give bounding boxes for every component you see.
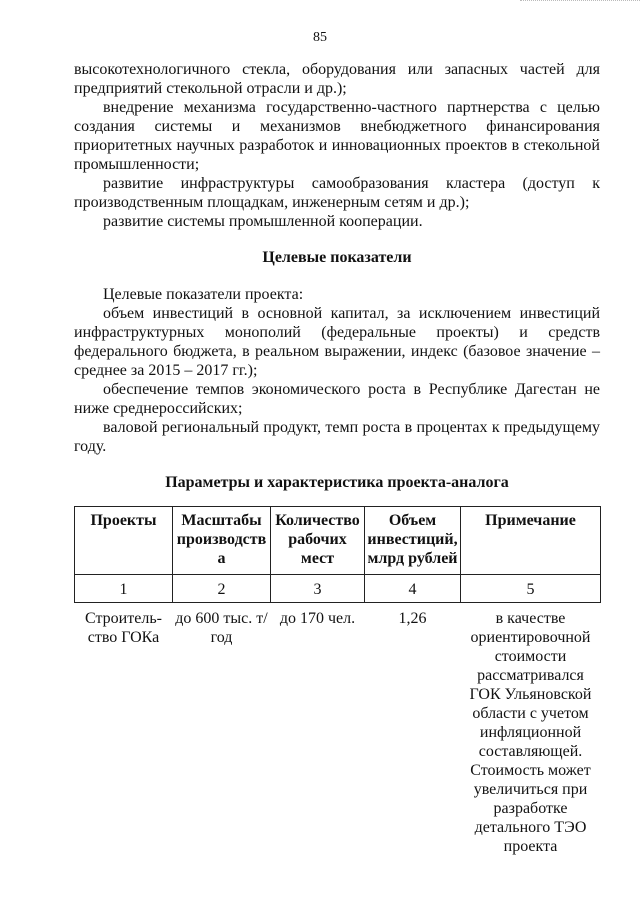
cell-workers: до 170 чел. (279, 610, 356, 627)
cell-investment: 1,26 (398, 610, 427, 627)
header-workers: Количество рабочих мест (271, 507, 365, 575)
scan-artifact (520, 0, 640, 3)
paragraph: внедрение механизма государственно-частного партнерства с целью создания системы и механизмов внебюджетного финансирования приоритетных научных разработок и инновационных проектов в стекольной промышленности; (74, 99, 600, 173)
header-projects: Проекты (75, 507, 173, 575)
document-body (74, 60, 600, 856)
paragraph: объем инвестиций в основной капитал, за исключением инвестиций инфраструктурных монополий (федеральные проекты) и средств федерального бюджета, в реальном выражении, индекс (базовое значение – среднее за 2015 – 2017 гг.); (74, 305, 600, 379)
column-number: 5 (461, 575, 601, 603)
header-investment: Объем инвестиций, млрд рублей (365, 507, 461, 575)
section-heading-table: Параметры и характеристика проекта-аналога (165, 474, 509, 491)
paragraph: развитие инфраструктуры самообразования кластера (доступ к производственным площадкам, инженерным сетям и др.); (74, 175, 600, 211)
parameters-table (74, 506, 601, 856)
paragraph: высокотехнологичного стекла, оборудования или запасных частей для предприятий стекольной отрасли и др.); (74, 61, 600, 97)
cell-note: в качестве ориентировочной стоимости рассматривался ГОК Ульяновской области с учетом инфляционной составляющей. Стоимость может увеличиться при разработке детального ТЭО проекта (469, 610, 592, 855)
cell-project: Строитель-ство ГОКа (85, 610, 162, 646)
table-number-row (75, 575, 601, 603)
header-note: Примечание (461, 507, 601, 575)
table-header-row (75, 507, 601, 575)
cell-scale: до 600 тыс. т/год (175, 610, 268, 646)
paragraph: обеспечение темпов экономического роста в Республике Дагестан не ниже среднероссийских; (74, 381, 600, 417)
header-scale: Масштабы производств а (173, 507, 271, 575)
table-row (75, 603, 601, 857)
paragraph: развитие системы промышленной кооперации. (103, 213, 423, 230)
paragraph: Целевые показатели проекта: (103, 286, 304, 303)
paragraph: валовой региональный продукт, темп роста в процентах к предыдущему году. (74, 419, 600, 455)
column-number: 1 (75, 575, 173, 603)
column-number: 4 (365, 575, 461, 603)
section-heading-targets: Целевые показатели (262, 249, 412, 266)
column-number: 2 (173, 575, 271, 603)
column-number: 3 (271, 575, 365, 603)
page-number: 85 (313, 30, 327, 45)
